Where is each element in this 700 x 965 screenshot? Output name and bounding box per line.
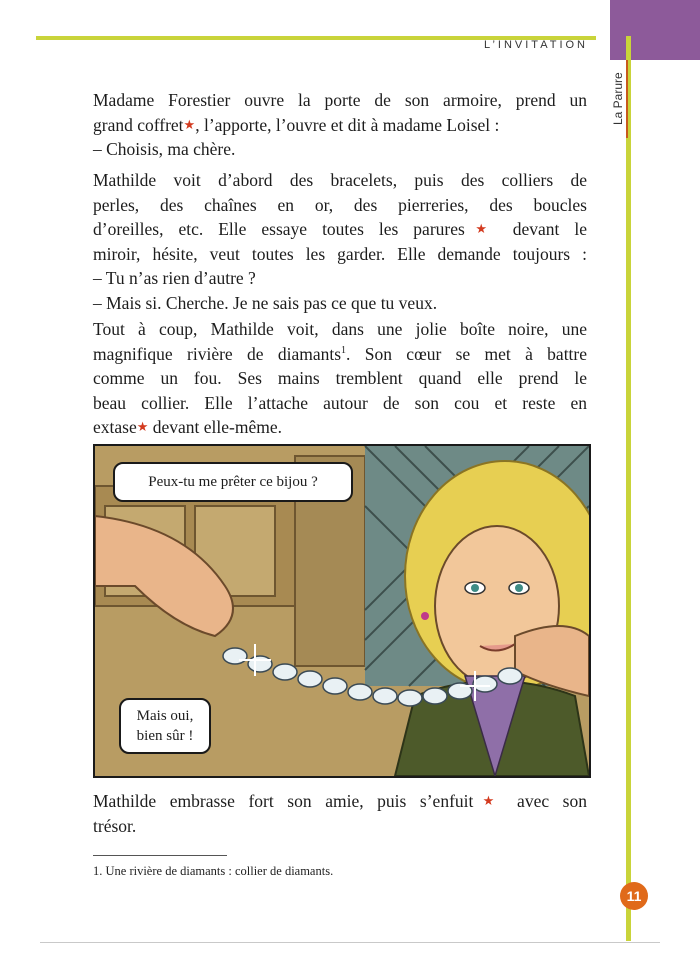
glossary-star-icon: ★: [473, 793, 504, 808]
bubble-line: Mais oui,: [136, 708, 194, 724]
side-rule: [626, 36, 631, 941]
text-line: – Choisis, ma chère.: [93, 139, 236, 159]
text-line: Tout à coup, Mathilde voit, dans une jolie boîte noire, une: [93, 319, 587, 339]
footnote-number: 1.: [93, 864, 103, 878]
text-line: trésor.: [93, 815, 137, 836]
text-line: magnifique rivière de diamants$^1$. Son cœur se met à battre: [93, 343, 588, 364]
paragraph-1: [93, 88, 587, 162]
text-line: – Mais si. Cherche. Je ne sais pas ce que tu veux.: [93, 292, 438, 313]
footnote-marker: 1: [341, 344, 347, 356]
text-line: extase★ devant elle-même.: [93, 417, 283, 437]
text-line: miroir, hésite, veut toutes les garder. Elle demande toujours :: [93, 243, 587, 264]
bubble-line: bien sûr !: [136, 728, 194, 744]
text-line: grand coffret★, l’apporte, l’ouvre et dit à madame Loisel :: [93, 114, 500, 135]
text-line: Mathilde embrasse fort son amie, puis s’enfuit★ avec son: [93, 791, 587, 811]
text-line: beau collier. Elle l’attache autour de son cou et reste en: [93, 392, 587, 413]
footnote-rule: [93, 855, 227, 856]
page-number: 11: [620, 882, 648, 910]
comic-illustration: [93, 444, 591, 778]
text-line: comme un fou. Ses mains tremblent quand elle prend le: [93, 368, 587, 388]
glossary-star-icon: ★: [136, 419, 149, 434]
bottom-rule: [40, 942, 660, 943]
book-title-side-label: La Parure: [610, 60, 628, 138]
paragraph-4: [93, 789, 587, 838]
footnote-text: Une rivière de diamants : collier de diamants.: [102, 864, 334, 878]
text-line: Madame Forestier ouvre la porte de son armoire, prend un: [93, 90, 587, 110]
text-line: d’oreilles, etc. Elle essaye toutes les parures★ devant le: [93, 219, 587, 239]
text-line: – Tu n’as rien d’autre ?: [93, 268, 256, 288]
running-head: L’INVITATION: [483, 39, 588, 51]
text-line: Mathilde voit d’abord des bracelets, puis des colliers de: [93, 170, 587, 190]
speech-bubble-mathilde: Peux-tu me prêter ce bijou ?: [113, 462, 353, 502]
paragraph-2: [93, 168, 587, 315]
paragraph-3: [93, 317, 587, 440]
glossary-star-icon: ★: [183, 116, 196, 132]
footnote: [93, 864, 333, 879]
corner-color-tab: [610, 0, 700, 60]
glossary-star-icon: ★: [464, 221, 498, 236]
text-line: perles, des chaînes en or, des pierreries, des boucles: [93, 194, 587, 215]
speech-bubble-forestier: [119, 698, 211, 754]
